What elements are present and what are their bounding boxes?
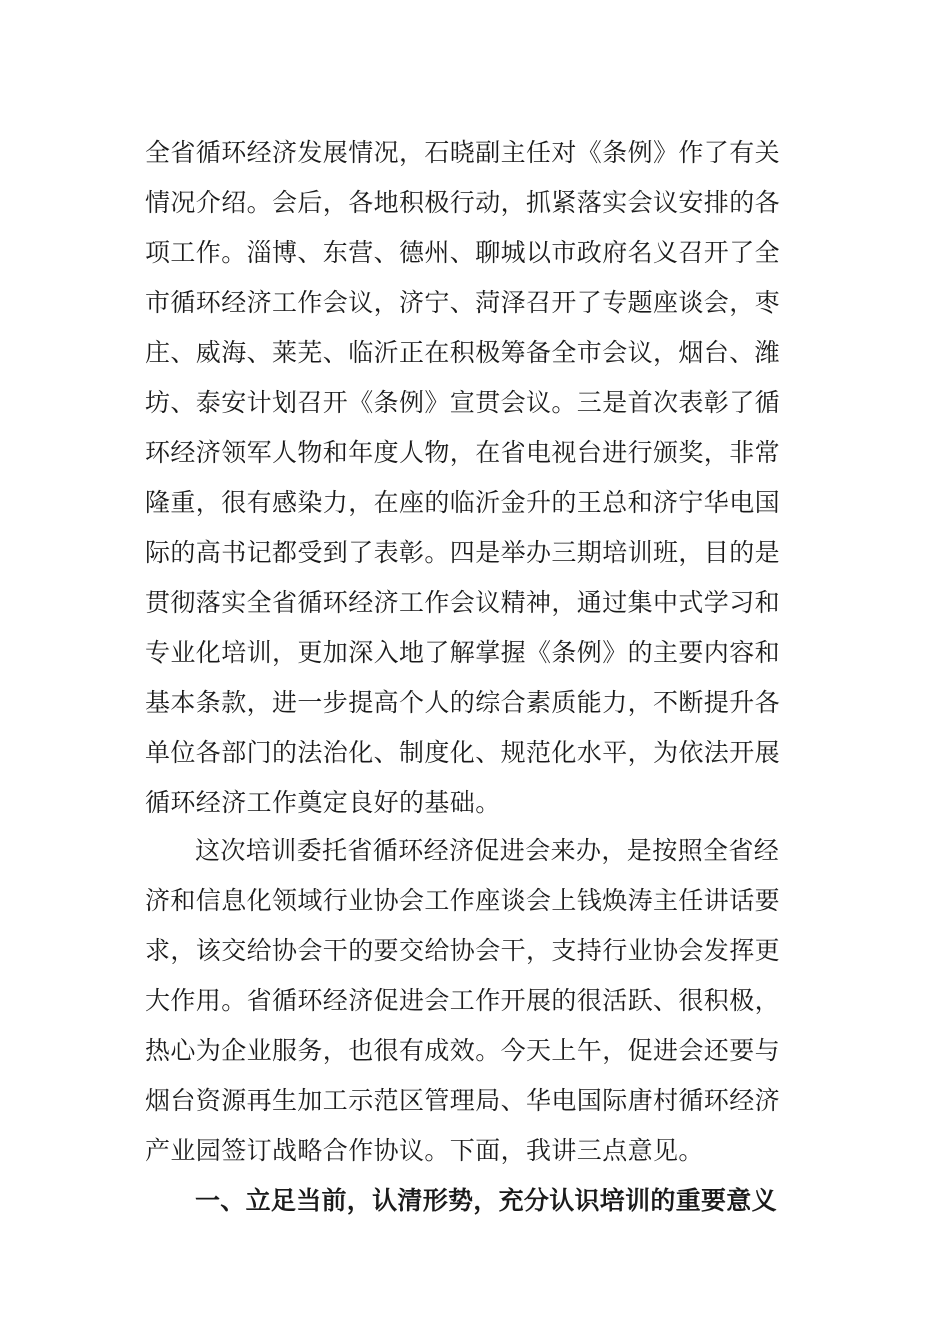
paragraph-line: 环经济领军人物和年度人物，在省电视台进行颁奖，非常 xyxy=(145,438,781,467)
paragraph-line: 市循环经济工作会议，济宁、菏泽召开了专题座谈会，枣 xyxy=(145,288,781,317)
paragraph-line: 单位各部门的法治化、制度化、规范化水平，为依法开展 xyxy=(145,738,781,767)
section-heading-text: 一、立足当前，认清形势，充分认识培训的重要意义 xyxy=(195,1186,777,1215)
paragraph-line: 项工作。淄博、东营、德州、聊城以市政府名义召开了全 xyxy=(145,238,781,267)
paragraph-line: 坊、泰安计划召开《条例》宣贯会议。三是首次表彰了循 xyxy=(145,388,781,417)
paragraph-line: 热心为企业服务，也很有成效。今天上午，促进会还要与 xyxy=(145,1036,781,1065)
paragraph-line: 循环经济工作奠定良好的基础。 xyxy=(145,788,501,817)
paragraph-line: 这次培训委托省循环经济促进会来办，是按照全省经 xyxy=(195,836,780,865)
paragraph-line: 烟台资源再生加工示范区管理局、华电国际唐村循环经济 xyxy=(145,1086,781,1115)
body-paragraph-2 xyxy=(145,826,785,1176)
paragraph-line: 专业化培训，更加深入地了解掌握《条例》的主要内容和 xyxy=(145,638,781,667)
paragraph-line: 产业园签订战略合作协议。下面，我讲三点意见。 xyxy=(145,1136,704,1165)
paragraph-line: 全省循环经济发展情况，石晓副主任对《条例》作了有关 xyxy=(145,138,781,167)
paragraph-line: 基本条款，进一步提高个人的综合素质能力，不断提升各 xyxy=(145,688,781,717)
paragraph-line: 际的高书记都受到了表彰。四是举办三期培训班，目的是 xyxy=(145,538,781,567)
section-heading xyxy=(145,1176,785,1226)
body-paragraph-1 xyxy=(145,128,785,828)
paragraph-line: 贯彻落实全省循环经济工作会议精神，通过集中式学习和 xyxy=(145,588,781,617)
paragraph-line: 庄、威海、莱芜、临沂正在积极筹备全市会议，烟台、潍 xyxy=(145,338,781,367)
paragraph-line: 大作用。省循环经济促进会工作开展的很活跃、很积极， xyxy=(145,986,781,1015)
paragraph-line: 求，该交给协会干的要交给协会干，支持行业协会发挥更 xyxy=(145,936,781,965)
paragraph-line: 济和信息化领域行业协会工作座谈会上钱焕涛主任讲话要 xyxy=(145,886,781,915)
paragraph-line: 隆重，很有感染力，在座的临沂金升的王总和济宁华电国 xyxy=(145,488,781,517)
paragraph-line: 情况介绍。会后，各地积极行动，抓紧落实会议安排的各 xyxy=(145,188,781,217)
